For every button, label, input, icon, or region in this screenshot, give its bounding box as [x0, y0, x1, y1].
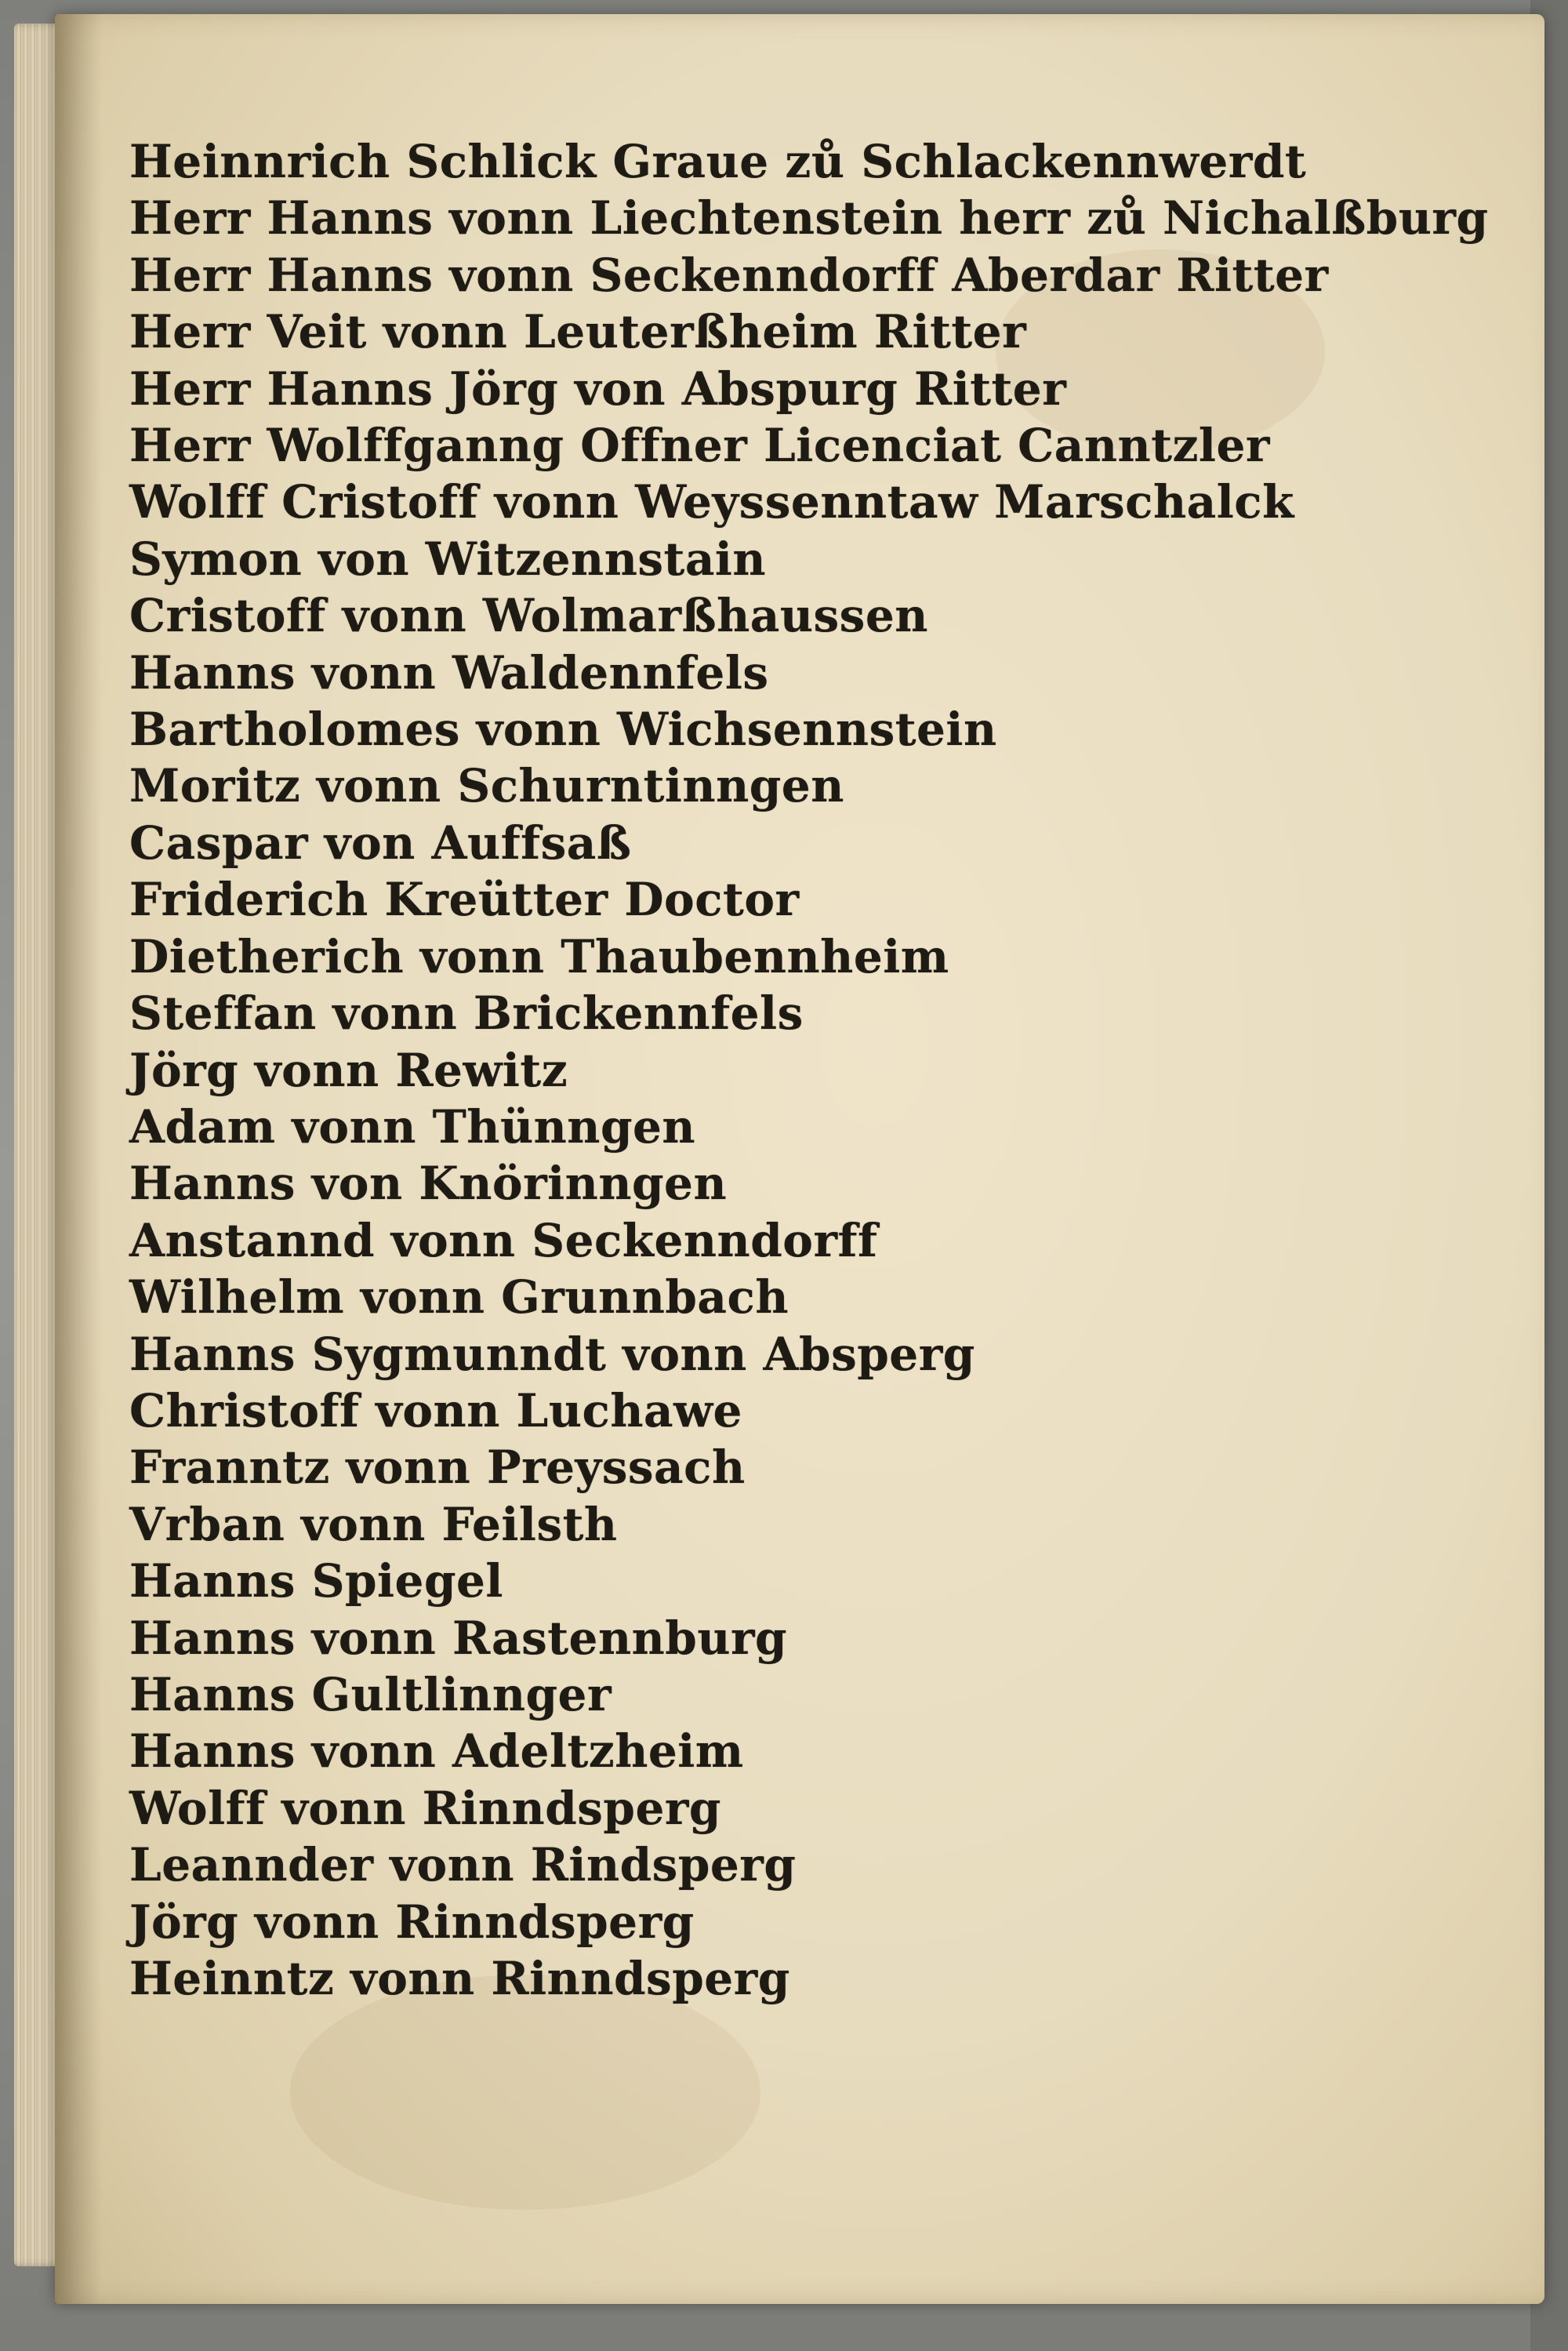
name-list-line: Caspar von Auffsaß [129, 816, 632, 870]
name-list-line: Hanns Spiegel [129, 1554, 503, 1608]
name-list-line: Anstannd vonn Seckenndorff [129, 1213, 878, 1267]
name-list-line: Jörg vonn Rinndsperg [129, 1895, 695, 1949]
name-list-line: Adam vonn Thünngen [129, 1099, 696, 1154]
name-list-line: Hanns vonn Rastennburg [129, 1611, 788, 1665]
name-list-line: Herr Veit vonn Leuterßheim Ritter [129, 305, 1027, 359]
gutter-shadow [55, 14, 102, 2304]
name-list-line: Moritz vonn Schurntinngen [129, 759, 844, 813]
name-list-line: Cristoff vonn Wolmarßhaussen [129, 589, 928, 643]
name-list-line: Wilhelm vonn Grunnbach [129, 1270, 789, 1324]
name-list-line: Symon von Witzennstain [129, 532, 767, 586]
paper-stain [290, 1975, 760, 2210]
name-list-line: Heinnrich Schlick Graue zů Schlackennwerdt [129, 135, 1307, 188]
name-list-line: Hanns vonn Adeltzheim [129, 1724, 744, 1779]
name-list-line: Heinntz vonn Rinndsperg [129, 1952, 790, 2005]
name-list-line: Leannder vonn Rindsperg [129, 1838, 797, 1892]
name-list [129, 133, 1489, 2007]
name-list-line: Herr Hanns Jörg von Abspurg Ritter [129, 362, 1067, 416]
name-list-line: Friderich Kreütter Doctor [129, 873, 800, 927]
name-list-line: Christoff vonn Luchawe [129, 1383, 742, 1437]
name-list-line: Hanns Gultlinnger [129, 1667, 612, 1721]
name-list-line: Hanns vonn Waldennfels [129, 645, 769, 699]
name-list-line: Herr Hanns vonn Seckenndorff Aberdar Ritter [129, 248, 1329, 302]
name-list-line: Vrban vonn Feilsth [129, 1497, 618, 1551]
name-list-line: Herr Hanns vonn Liechtenstein herr zů Nichalßburg [129, 191, 1489, 245]
name-list-line: Bartholomes vonn Wichsennstein [129, 703, 997, 757]
name-list-line: Dietherich vonn Thaubennheim [129, 929, 949, 983]
name-list-line: Hanns Sygmunndt vonn Absperg [129, 1327, 975, 1381]
name-list-line: Franntz vonn Preyssach [129, 1441, 746, 1495]
name-list-line: Herr Wolffganng Offner Licenciat Canntzler [129, 419, 1270, 473]
name-list-line: Hanns von Knörinngen [129, 1157, 728, 1211]
name-list-line: Wolff Cristoff vonn Weyssenntaw Marschalck [129, 475, 1294, 529]
name-list-line: Wolff vonn Rinndsperg [129, 1781, 721, 1835]
name-list-line: Steffan vonn Brickennfels [129, 987, 804, 1041]
name-list-line: Jörg vonn Rewitz [129, 1043, 568, 1097]
